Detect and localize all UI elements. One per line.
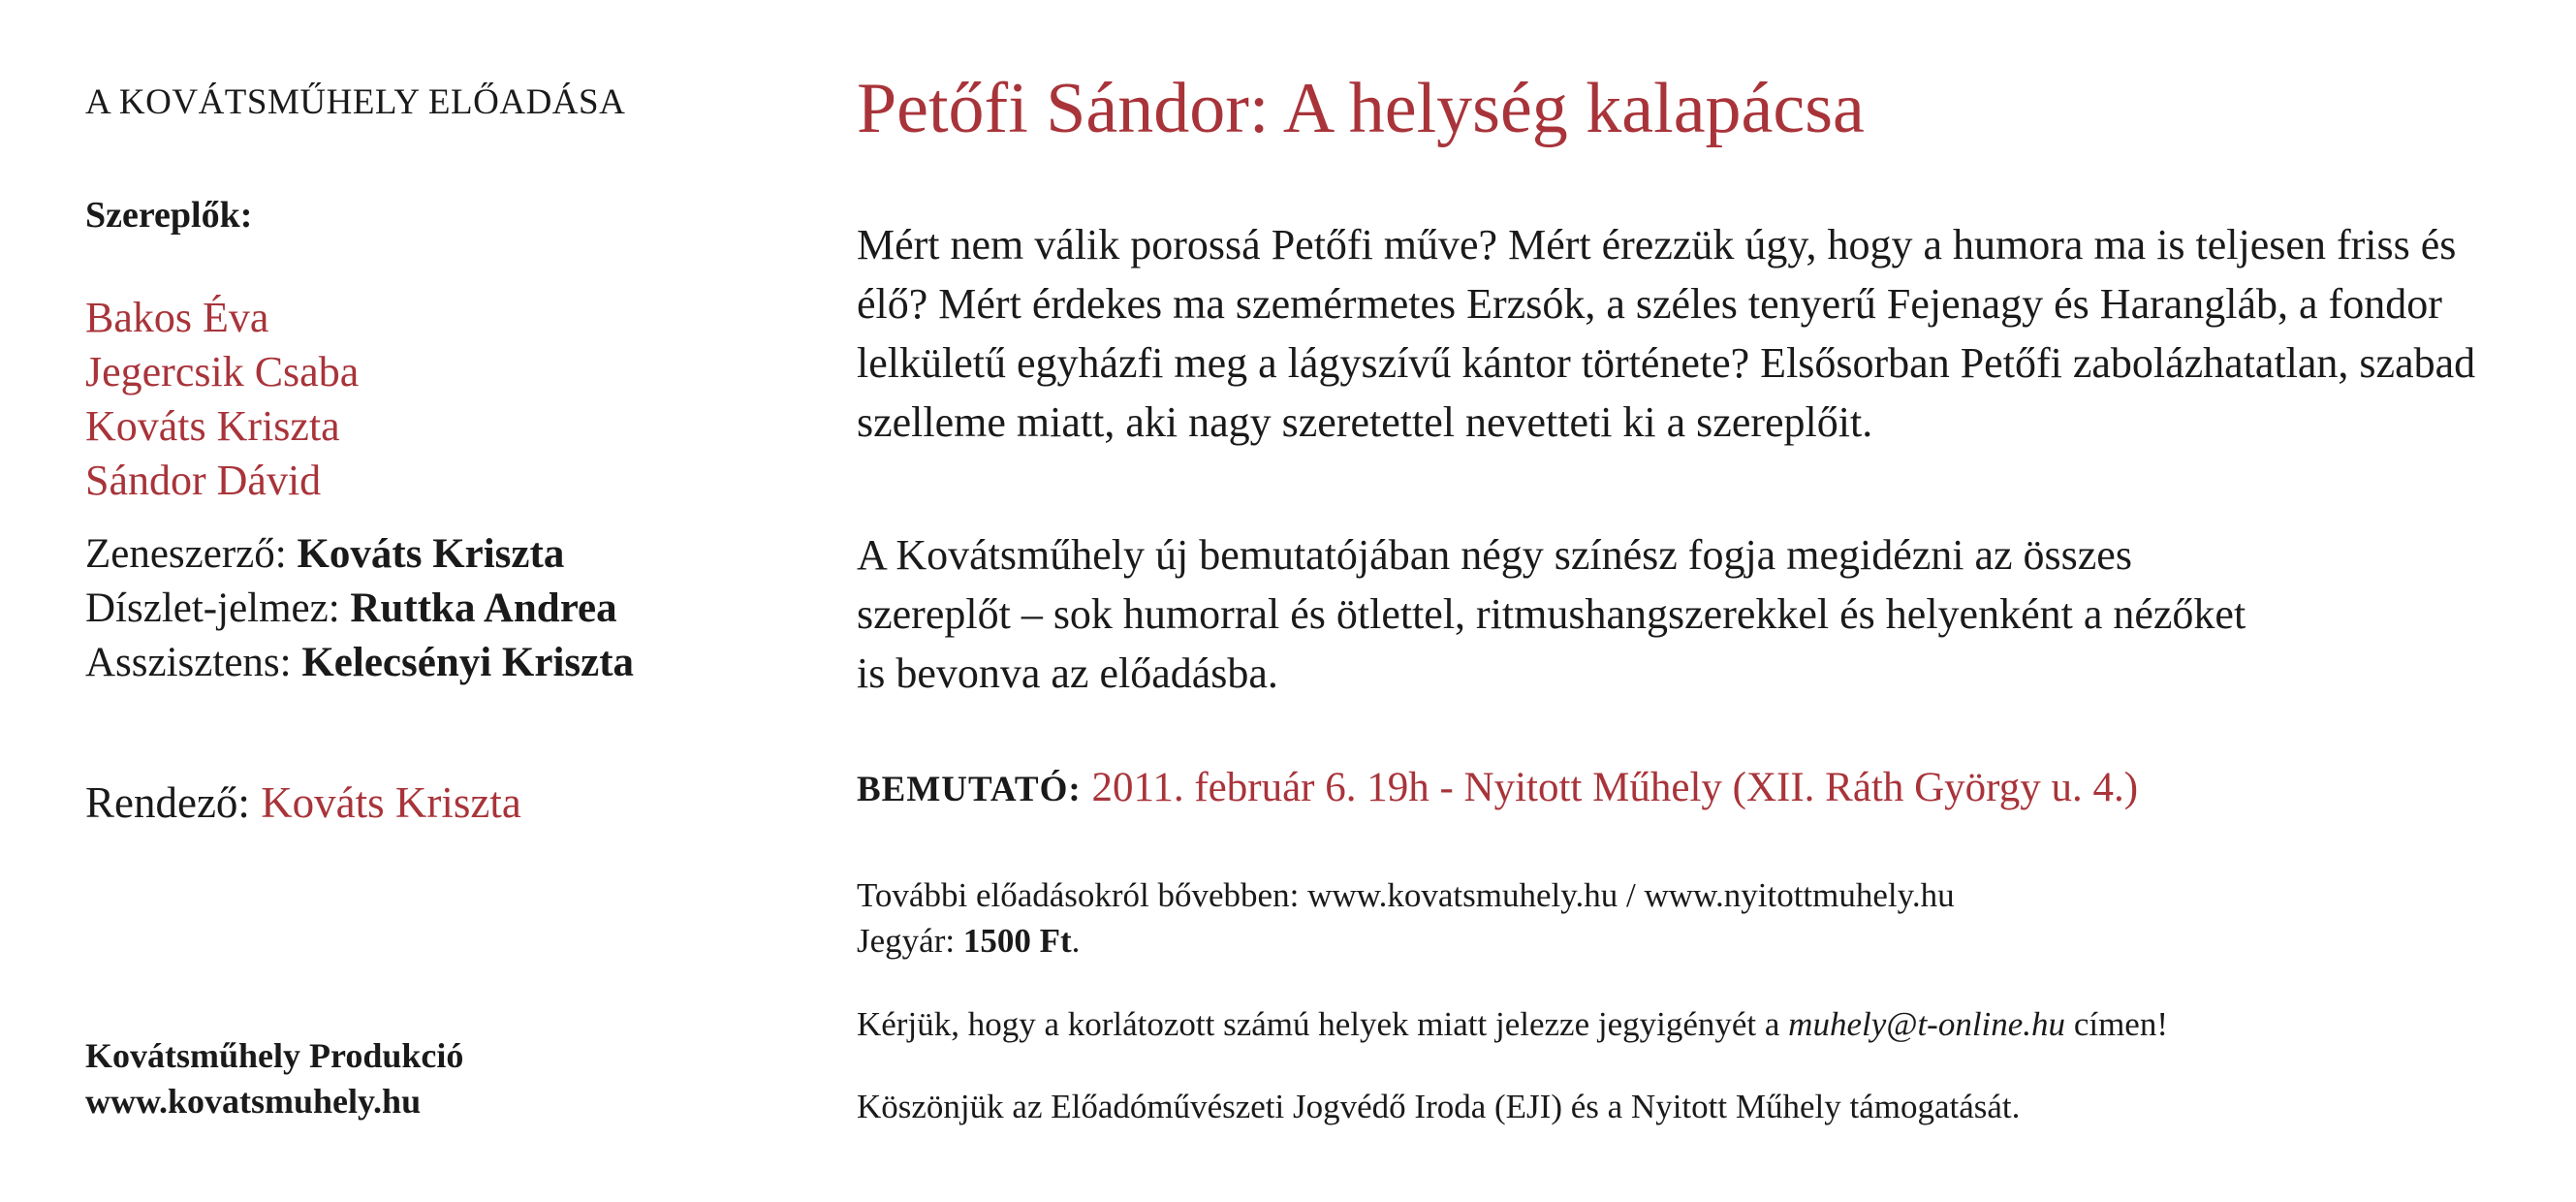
- production-block: [85, 1033, 463, 1124]
- description-paragraph: A Kovátsműhely új bemutatójában négy színész fogja megidézni az összes szereplőt – sok humorral és ötlettel, ritmushangszerekkel és helyenként a nézőket is bevonva az előadásba.: [857, 531, 2246, 697]
- acknowledgement: Köszönjük az Előadóművészeti Jogvédő Iroda (EJI) és a Nyitott Műhely támogatását.: [857, 1088, 2021, 1125]
- director-role: Rendező:: [85, 778, 262, 827]
- ticket-suffix: .: [1071, 922, 1081, 960]
- crew-role: Asszisztens:: [85, 640, 302, 685]
- cast-label: Szereplők:: [85, 195, 253, 236]
- cast-list: [85, 291, 359, 508]
- premiere-line: [857, 764, 2138, 811]
- description-paragraph: Mért nem válik porossá Petőfi műve? Mért érezzük úgy, hogy a humora ma is teljesen friss és élő? Mért érdekes ma szemérmetes Erzsók, a széles tenyerű Fejenagy és Harangláb, a fondor lelkületű egyházfi meg a lágyszívű kántor története? Elsősorban Petőfi zabolázhatatlan, szabad szelleme miatt, aki nagy szeretettel nevetteti ki a szereplőit.: [857, 221, 2476, 446]
- crew-row-assistant: [85, 636, 634, 690]
- request-suffix: címen!: [2065, 1005, 2168, 1043]
- crew-role: Zeneszerző:: [85, 531, 298, 577]
- ticket-prefix: Jegyár:: [857, 922, 963, 960]
- ticket-line: [857, 918, 1955, 964]
- production-website: www.kovatsmuhely.hu: [85, 1082, 422, 1121]
- crew-row-composer: [85, 527, 634, 582]
- crew-list: [85, 527, 634, 690]
- reservation-request: [857, 1005, 2168, 1044]
- producer-line: A KOVÁTSMŰHELY ELŐADÁSA: [85, 82, 626, 122]
- cast-member: Jegercsik Csaba: [85, 348, 360, 395]
- production-name: Kovátsműhely Produkció: [85, 1036, 464, 1075]
- director-name: Kováts Kriszta: [261, 778, 521, 827]
- premiere-details: 2011. február 6. 19h - Nyitott Műhely (XII. Ráth György u. 4.): [1091, 765, 2139, 810]
- info-block: [857, 872, 1955, 964]
- director-line: [85, 777, 521, 828]
- cast-member: Kováts Kriszta: [85, 402, 340, 450]
- request-prefix: Kérjük, hogy a korlátozott számú helyek miatt jelezze jegyigényét a: [857, 1005, 1789, 1043]
- crew-row-set-costume: [85, 582, 634, 636]
- ticket-price: 1500 Ft: [962, 922, 1072, 960]
- cast-member: Sándor Dávid: [85, 457, 322, 504]
- page-title: Petőfi Sándor: A helység kalapácsa: [857, 69, 1865, 148]
- crew-name: Kelecsényi Kriszta: [301, 640, 635, 685]
- crew-name: Ruttka Andrea: [350, 585, 617, 631]
- premiere-label: BEMUTATÓ:: [857, 770, 1082, 809]
- contact-email: muhely@t-online.hu: [1788, 1005, 2066, 1043]
- more-info-line: [857, 872, 1955, 918]
- more-info-links: www.kovatsmuhely.hu / www.nyitottmuhely.hu: [1307, 876, 1955, 914]
- crew-role: Díszlet-jelmez:: [85, 585, 351, 631]
- more-info-prefix: További előadásokról bővebben:: [857, 876, 1308, 914]
- cast-member: Bakos Éva: [85, 294, 269, 341]
- crew-name: Kováts Kriszta: [297, 531, 565, 577]
